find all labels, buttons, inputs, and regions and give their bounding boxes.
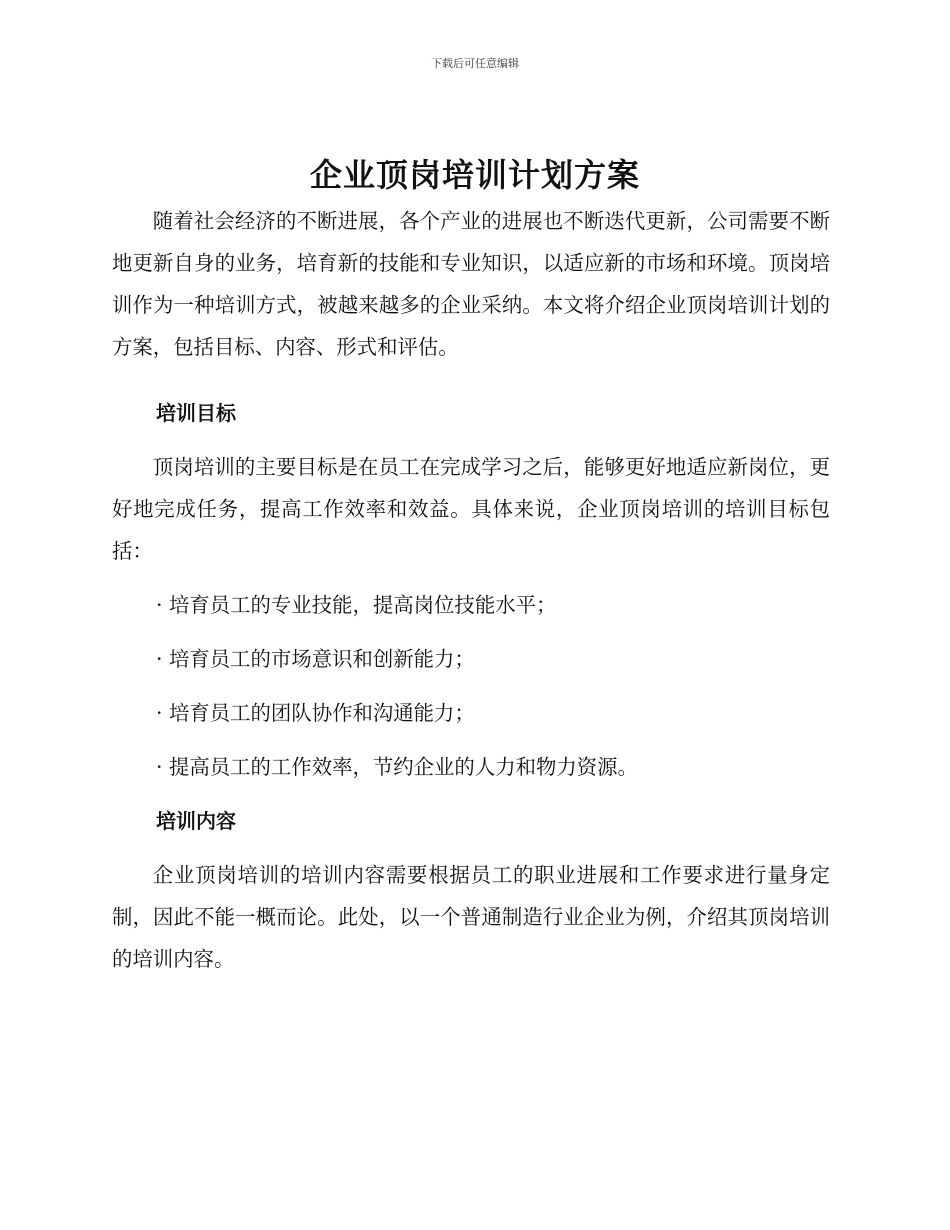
bullet-item: · 培育员工的市场意识和创新能力； xyxy=(156,647,475,671)
bullet-item: · 培育员工的团队协作和沟通能力； xyxy=(156,701,475,725)
header-note: 下载后可任意编辑 xyxy=(431,57,519,70)
bullet-item: · 提高员工的工作效率，节约企业的人力和物力资源。 xyxy=(156,755,638,779)
bullet-item: · 培育员工的专业技能，提高岗位技能水平； xyxy=(156,593,557,617)
section-heading-content: 培训内容 xyxy=(156,809,236,833)
document-body xyxy=(112,200,830,980)
page-title: 企业顶岗培训计划方案 xyxy=(309,156,640,194)
spacer xyxy=(112,368,830,380)
content-paragraph: 企业顶岗培训的培训内容需要根据员工的职业进展和工作要求进行量身定制，因此不能一概而论。此处，以一个普通制造行业企业为例，介绍其顶岗培训的培训内容。 xyxy=(112,863,830,971)
intro-paragraph: 随着社会经济的不断进展，各个产业的进展也不断迭代更新，公司需要不断地更新自身的业务，培育新的技能和专业知识，以适应新的市场和环境。顶岗培训作为一种培训方式，被越来越多的企业采纳。本文将介绍企业顶岗培训计划的方案，包括目标、内容、形式和评估。 xyxy=(112,209,830,359)
section-heading-goals: 培训目标 xyxy=(156,401,236,425)
spacer xyxy=(112,572,830,584)
goals-paragraph: 顶岗培训的主要目标是在员工在完成学习之后，能够更好地适应新岗位，更好地完成任务，提高工作效率和效益。具体来说，企业顶岗培训的培训目标包括： xyxy=(112,455,830,563)
